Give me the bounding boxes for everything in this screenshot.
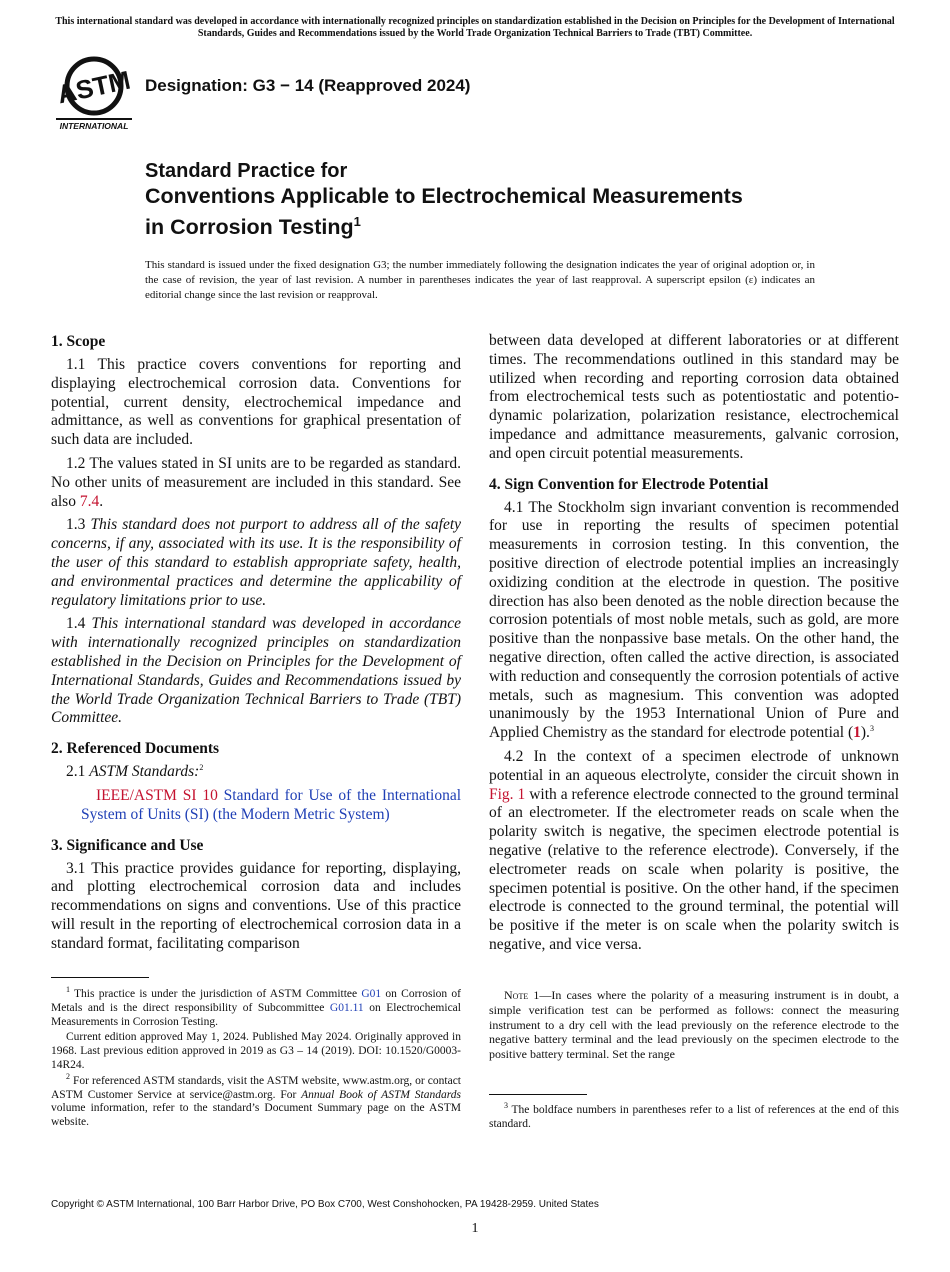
fig-1-link[interactable]: Fig. 1 — [489, 785, 526, 803]
paragraph-1-3: 1.3 This standard does not purport to address all of the safety concerns, if any, associated with its use. It is the responsibility of the user of this standard to establish appropriate safety, health, and environmental practices and determine the applicability of regulatory limitations prior to use. — [51, 516, 462, 609]
reference-title[interactable]: Standard for Use of the International System of Units (SI) (the Modern Metric System) — [81, 786, 462, 823]
title-line-2: Conventions Applicable to Electrochemical Measurements — [145, 184, 743, 208]
link-7-4[interactable]: 7.4 — [79, 492, 100, 510]
reference-code[interactable]: IEEE/ASTM SI 10 — [96, 786, 218, 804]
paragraph-1-1: 1.1 This practice covers conventions for reporting and displaying electrochemical corrosion data. Conventions for potential, current density, electrochemical impedance and admittance, as well as conventions for graphical presentation of such data are included. — [51, 356, 461, 449]
footnote-3: $^3$ The boldface numbers in parentheses refer to a list of references at the end of this standard. — [489, 1101, 899, 1130]
issue-note: This standard is issued under the fixed designation G3; the number immediately following the designation indicates the year of original adoption or, in the case of revision, the year of last revision. A number in parentheses indicates the year of last reapproval. A superscript epsilon (ε) indicates an editorial change since the last revision or reapproval. — [145, 259, 815, 301]
section-heading-referenced-documents: 2. Referenced Documents — [51, 740, 220, 758]
reference-1-link[interactable]: 1 — [853, 724, 861, 742]
title-line-3: in Corrosion Testing — [145, 215, 354, 240]
svg-text:INTERNATIONAL: INTERNATIONAL — [59, 121, 129, 131]
footnote-2: $^2$ For referenced ASTM standards, visit the ASTM website, www.astm.org, or contact ASTM Customer Service at service@astm.org. For Annual Book of ASTM Standards volume information, refer to the standard’s Document Summary page on the ASTM website. — [51, 1071, 461, 1129]
paragraph-2-1: 2.1 ASTM Standards:$^2$ — [66, 762, 204, 781]
designation: Designation: G3 − 14 (Reapproved 2024) — [145, 76, 471, 95]
footnote-1: $^1$ This practice is under the jurisdiction of ASTM Committee G01 on Corrosion of Metals and is the direct responsibility of Subcommittee G01.11 on Electrochemical Measurements in Corrosion Testing. — [51, 985, 461, 1028]
title-line-1: Standard Practice for — [145, 160, 348, 182]
title-footnote-mark: 1 — [353, 214, 361, 229]
tbt-notice: This international standard was developed in accordance with internationally recognized principles on standardization established in the Decision on Principles for the Development of International Standards, Guides and Recommendations issued by the World Trade Organization Technical Barriers to Trade (TBT) Committee. — [55, 16, 895, 39]
section-heading-significance: 3. Significance and Use — [51, 836, 204, 854]
document-title — [145, 159, 845, 240]
section-heading-sign-convention: 4. Sign Convention for Electrode Potential — [489, 475, 769, 493]
left-column — [51, 332, 461, 959]
footnote-1-edition: Current edition approved May 1, 2024. Published May 2024. Originally approved in 1968. Last previous edition approved in 2019 as G3 – 14 (2019). DOI: 10.1520/G0003-14R24. — [51, 1031, 461, 1071]
reference-ieee-astm-si-10[interactable] — [51, 787, 461, 825]
paragraph-1-4: 1.4 This international standard was developed in accordance with internationally recognized principles on standardization established in the Decision on Principles for the Development of International Standards, Guides and Recommendations issued by the World Trade Organization Technical Barriers to Trade (TBT) Committee. — [51, 615, 461, 727]
footnote-rule-right — [489, 1094, 587, 1095]
paragraph-4-1: 4.1 The Stockholm sign invariant convention is recommended for use in reporting the results of specimen potential measurements in corrosion testing. In this convention, the positive direction of electrode potential implies an increasingly oxidizing condition at the electrode in question. The positive direction has also been denoted as the noble direction because the corrosion potentials of most noble metals, such as gold, are more positive than the nonpassive base metals. On the other hand, the negative direction, often called the active direction, is associated with reduction and consequently the corrosion potentials of active metals, such as magnesium. This convention was adopted unanimously by the 1953 International Union of Pure and Applied Chemistry as the standard for electrode potential (1).$^3$ — [489, 498, 899, 742]
footnotes-right — [489, 1101, 899, 1132]
paragraph-3-1: 3.1 This practice provides guidance for reporting, displaying, and plotting electrochemical corrosion data and includes recommendations on signs and conventions. Use of this practice will result in the reporting of electrochemical corrosion data in a standard format, facilitating comparison — [51, 859, 461, 952]
link-g01-11[interactable]: G01.11 — [329, 1001, 364, 1014]
astm-logo — [52, 56, 136, 132]
paragraph-1-2: 1.2 The values stated in SI units are to be regarded as standard. No other units of measurement are included in this standard. See also 7.4. — [51, 454, 461, 510]
note-label: Note 1 — [504, 988, 540, 1002]
copyright: Copyright © ASTM International, 100 Barr Harbor Drive, PO Box C700, West Conshohocken, PA 19428-2959. United States — [51, 1199, 599, 1210]
note-1: Note 1—In cases where the polarity of a measuring instrument is in doubt, a simple verification test can be performed as follows: connect the measuring instrument to a dry cell with the lead previously on the reference electrode to the negative battery terminal and the lead previously on the specimen electrode to the positive battery terminal. Set the range — [489, 988, 900, 1062]
link-g01[interactable]: G01 — [361, 988, 382, 1000]
paragraph-3-1-continued: between data developed at different laboratories or at different times. The recommendations outlined in this standard may be utilized when recording and reporting corrosion data obtained from electrochemical tests such as potentiostatic and potentiodynamic polarization, polarization resistance, electrochemical impedance and admittance measurements, galvanic corrosion, and open circuit potential measurements. — [489, 332, 899, 462]
svg-text:ASTM: ASTM — [54, 64, 133, 110]
footnote-rule-left — [51, 977, 149, 978]
right-column — [489, 332, 899, 960]
section-heading-scope: 1. Scope — [51, 333, 106, 350]
footnotes-left — [51, 985, 461, 1132]
paragraph-4-2: 4.2 In the context of a specimen electrode of unknown potential in an aqueous electrolyte, consider the circuit shown in Fig. 1 with a reference electrode connected to the ground terminal of an electrometer. If the electrometer reads on scale when the polarity switch is negative, the specimen electrode potential is negative (relative to the reference electrode). Conversely, if the electrometer reads on scale when polarity is positive, the specimen potential is positive. On the other hand, if the specimen electrode is connected to the ground terminal, the potential will be positive if the meter is on scale when the polarity switch is negative, and vice versa. — [489, 747, 899, 953]
page-number: 1 — [471, 1221, 479, 1236]
